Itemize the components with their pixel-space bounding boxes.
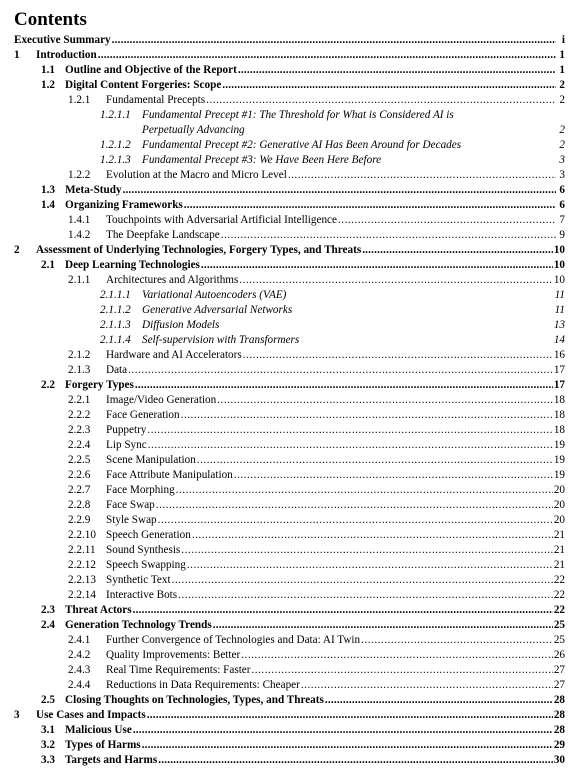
toc-entry-title: Generation Technology Trends bbox=[65, 619, 212, 631]
toc-entry[interactable] bbox=[41, 78, 565, 93]
toc-leader-dots bbox=[338, 213, 556, 228]
toc-entry-number: 2.1.1 bbox=[68, 274, 91, 286]
toc-entry-number: 3.2 bbox=[41, 739, 55, 751]
toc-entry-page: 20 bbox=[553, 484, 565, 496]
toc-entry-page: 27 bbox=[553, 664, 565, 676]
toc-entry[interactable] bbox=[41, 63, 565, 78]
toc-leader-dots bbox=[176, 483, 553, 498]
toc-entry[interactable] bbox=[41, 378, 565, 393]
toc-leader-dots bbox=[156, 498, 553, 513]
toc-leader-dots bbox=[197, 453, 553, 468]
toc-leader-dots bbox=[206, 93, 556, 108]
toc-entry-number: 2.1.2 bbox=[68, 349, 91, 361]
toc-entry[interactable] bbox=[100, 138, 565, 153]
toc-entry-title: Use Cases and Impacts bbox=[36, 709, 146, 721]
toc-entry-title: Reductions in Data Requirements: Cheaper bbox=[106, 679, 300, 691]
toc-entry-page: i bbox=[561, 34, 565, 46]
toc-entry[interactable] bbox=[68, 393, 565, 408]
toc-entry-title: Executive Summary bbox=[14, 34, 111, 46]
toc-entry-page: 14 bbox=[553, 334, 565, 346]
toc-entry-title: Real Time Requirements: Faster bbox=[106, 664, 251, 676]
toc-entry-page: 7 bbox=[559, 214, 565, 226]
toc-leader-dots bbox=[181, 543, 553, 558]
toc-entry-title: Face Morphing bbox=[106, 484, 175, 496]
toc-entry-page: 10 bbox=[553, 259, 565, 271]
toc-entry-page: 25 bbox=[553, 634, 565, 646]
toc-entry-page: 2 bbox=[559, 79, 565, 91]
toc-leader-dots bbox=[222, 78, 556, 93]
toc-entry-number: 2.2.14 bbox=[68, 589, 96, 601]
toc-entry-number: 2.4.1 bbox=[68, 634, 91, 646]
toc-entry[interactable] bbox=[68, 348, 565, 363]
toc-leader-dots bbox=[158, 753, 553, 768]
toc-leader-dots bbox=[252, 663, 553, 678]
toc-entry-number: 2.4.3 bbox=[68, 664, 91, 676]
toc-entry[interactable] bbox=[68, 468, 565, 483]
toc-entry[interactable] bbox=[68, 558, 565, 573]
toc-entry[interactable] bbox=[14, 48, 565, 63]
toc-entry-title: Introduction bbox=[36, 49, 97, 61]
toc-entry-page: 11 bbox=[554, 289, 565, 301]
toc-entry[interactable] bbox=[41, 693, 565, 708]
toc-entry-number: 2.2.9 bbox=[68, 514, 91, 526]
toc-entry-title: Face Generation bbox=[106, 409, 180, 421]
toc-entry-title: Forgery Types bbox=[65, 379, 134, 391]
toc-entry[interactable] bbox=[41, 603, 565, 618]
toc-leader-dots bbox=[172, 573, 553, 588]
toc-entry[interactable] bbox=[68, 588, 565, 603]
toc-leader-dots bbox=[135, 378, 553, 393]
toc-entry-page: 10 bbox=[553, 244, 565, 256]
toc-entry-title: Fundamental Precept #3: We Have Been Here Before bbox=[142, 154, 382, 166]
toc-entry-number: 1.2.1.1 bbox=[100, 109, 131, 121]
toc-entry-page: 2 bbox=[559, 94, 565, 106]
toc-entry-title: Fundamental Precept #2: Generative AI Has Been Around for Decades bbox=[142, 139, 462, 151]
toc-entry[interactable] bbox=[100, 108, 565, 123]
toc-entry-page: 26 bbox=[553, 649, 565, 661]
toc-leader-dots bbox=[213, 618, 553, 633]
toc-entry-page: 11 bbox=[554, 304, 565, 316]
toc-leader-dots bbox=[187, 558, 553, 573]
toc-leader-dots bbox=[301, 678, 553, 693]
toc-entry-number: 2.2.11 bbox=[68, 544, 96, 556]
toc-leader-dots bbox=[147, 423, 552, 438]
toc-entry[interactable] bbox=[100, 303, 565, 318]
toc-leader-dots bbox=[158, 513, 553, 528]
toc-leader-dots bbox=[123, 183, 556, 198]
toc-entry-continuation[interactable] bbox=[142, 123, 565, 138]
toc-entry-number: 2.1.3 bbox=[68, 364, 91, 376]
toc-entry-number: 2.2.1 bbox=[68, 394, 91, 406]
toc-entry-page: 18 bbox=[553, 424, 565, 436]
toc-entry[interactable] bbox=[68, 528, 565, 543]
toc-leader-dots bbox=[288, 168, 556, 183]
toc-entry-page: 21 bbox=[553, 559, 565, 571]
toc-entry[interactable] bbox=[68, 168, 565, 183]
toc-entry-number: 2.1 bbox=[41, 259, 55, 271]
toc-entry-number: 1.1 bbox=[41, 64, 55, 76]
toc-entry-title: Organizing Frameworks bbox=[65, 199, 183, 211]
toc-entry-page: 1 bbox=[559, 64, 565, 76]
toc-entry-page: 2 bbox=[559, 124, 565, 136]
toc-leader-dots bbox=[133, 603, 553, 618]
toc-entry-page: 27 bbox=[553, 679, 565, 691]
toc-leader-dots bbox=[221, 228, 556, 243]
toc-entry-number: 2.4 bbox=[41, 619, 55, 631]
toc-entry-title: Interactive Bots bbox=[106, 589, 178, 601]
toc-leader-dots bbox=[234, 468, 553, 483]
toc-leader-dots bbox=[192, 528, 553, 543]
toc-entry-title: Hardware and AI Accelerators bbox=[106, 349, 242, 361]
toc-entry-page: 20 bbox=[553, 514, 565, 526]
toc-entry[interactable] bbox=[14, 243, 565, 258]
toc-entry-page: 19 bbox=[553, 439, 565, 451]
toc-leader-dots bbox=[238, 63, 556, 78]
toc-entry-number: 3 bbox=[14, 709, 20, 721]
toc-entry-page: 6 bbox=[559, 199, 565, 211]
toc-leader-dots bbox=[128, 363, 553, 378]
toc-entry-number: 3.1 bbox=[41, 724, 55, 736]
toc-entry-number: 2.1.1.3 bbox=[100, 319, 131, 331]
toc-entry[interactable] bbox=[41, 183, 565, 198]
toc-entry-page: 18 bbox=[553, 394, 565, 406]
toc-entry-page: 1 bbox=[559, 49, 565, 61]
toc-entry-title: Scene Manipulation bbox=[106, 454, 196, 466]
toc-entry-number: 1.2.1.3 bbox=[100, 154, 131, 166]
toc-entry-page: 17 bbox=[553, 364, 565, 376]
toc-entry-title: Closing Thoughts on Technologies, Types, and Threats bbox=[65, 694, 324, 706]
toc-entry[interactable] bbox=[68, 633, 565, 648]
toc-entry-number: 1 bbox=[14, 49, 20, 61]
toc-entry-number: 2.2.2 bbox=[68, 409, 91, 421]
toc-entry-title: Types of Harms bbox=[65, 739, 141, 751]
toc-entry-number: 2.1.1.2 bbox=[100, 304, 131, 316]
toc-entry[interactable] bbox=[68, 213, 565, 228]
toc-entry[interactable] bbox=[68, 573, 565, 588]
toc-entry[interactable] bbox=[68, 678, 565, 693]
toc-entry[interactable] bbox=[68, 93, 565, 108]
toc-entry-number: 1.4.2 bbox=[68, 229, 91, 241]
toc-leader-dots bbox=[201, 258, 553, 273]
toc-entry-title: Meta-Study bbox=[65, 184, 122, 196]
toc-entry-title: Speech Generation bbox=[106, 529, 191, 541]
toc-entry-title: Generative Adversarial Networks bbox=[142, 304, 293, 316]
toc-entry-number: 2.4.4 bbox=[68, 679, 91, 691]
toc-entry[interactable] bbox=[68, 423, 565, 438]
toc-entry[interactable] bbox=[68, 273, 565, 288]
toc-entry-number: 2.2.7 bbox=[68, 484, 91, 496]
toc-leader-dots bbox=[217, 393, 553, 408]
toc-leader-dots bbox=[142, 738, 553, 753]
toc-entry-title: Assessment of Underlying Technologies, Forgery Types, and Threats bbox=[36, 244, 362, 256]
toc-entry-page: 21 bbox=[553, 529, 565, 541]
toc-entry[interactable] bbox=[41, 723, 565, 738]
toc-entry-page: 13 bbox=[553, 319, 565, 331]
toc-entry-number: 2.2.8 bbox=[68, 499, 91, 511]
toc-entry[interactable] bbox=[14, 33, 565, 48]
toc-entry-title: Targets and Harms bbox=[65, 754, 158, 766]
toc-entry-page: 19 bbox=[553, 469, 565, 481]
toc-entry-title: Evolution at the Macro and Micro Level bbox=[106, 169, 287, 181]
contents-heading: Contents bbox=[14, 9, 87, 30]
toc-entry-title: Fundamental Precepts bbox=[106, 94, 206, 106]
toc-entry-title: Image/Video Generation bbox=[106, 394, 217, 406]
toc-leader-dots bbox=[112, 33, 556, 48]
toc-entry-title: Diffusion Models bbox=[142, 319, 220, 331]
toc-entry[interactable] bbox=[68, 228, 565, 243]
toc-leader-dots bbox=[239, 273, 552, 288]
toc-entry-title: Sound Synthesis bbox=[106, 544, 181, 556]
toc-entry-page: 20 bbox=[553, 499, 565, 511]
toc-leader-dots bbox=[148, 438, 553, 453]
toc-entry-title: Fundamental Precept #1: The Threshold for What is Considered AI is bbox=[142, 109, 454, 121]
toc-entry-page: 3 bbox=[559, 169, 565, 181]
toc-entry-title: Malicious Use bbox=[65, 724, 132, 736]
toc-entry-page: 9 bbox=[559, 229, 565, 241]
toc-entry-title: Speech Swapping bbox=[106, 559, 186, 571]
toc-entry-page: 30 bbox=[553, 754, 565, 766]
toc-entry-number: 1.2 bbox=[41, 79, 55, 91]
toc-entry-number: 2.1.1.4 bbox=[100, 334, 131, 346]
toc-entry-number: 1.2.1 bbox=[68, 94, 91, 106]
toc-entry-title: The Deepfake Landscape bbox=[106, 229, 220, 241]
toc-entry[interactable] bbox=[100, 318, 565, 333]
toc-entry-number: 2.2.4 bbox=[68, 439, 91, 451]
toc-entry[interactable] bbox=[100, 153, 565, 168]
toc-entry-number: 2.1.1.1 bbox=[100, 289, 131, 301]
toc-entry[interactable] bbox=[41, 618, 565, 633]
toc-entry-title: Style Swap bbox=[106, 514, 157, 526]
toc-entry[interactable] bbox=[100, 288, 565, 303]
toc-entry-title: Face Swap bbox=[106, 499, 155, 511]
toc-entry-page: 29 bbox=[553, 739, 565, 751]
toc-entry-page: 22 bbox=[553, 574, 565, 586]
toc-entry-title: Architectures and Algorithms bbox=[106, 274, 239, 286]
toc-entry-number: 2.3 bbox=[41, 604, 55, 616]
toc-leader-dots bbox=[184, 198, 556, 213]
toc-entry-title: Quality Improvements: Better bbox=[106, 649, 241, 661]
toc-leader-dots bbox=[181, 408, 553, 423]
toc-entry[interactable] bbox=[100, 333, 565, 348]
toc-entry-page: 28 bbox=[553, 694, 565, 706]
toc-leader-dots bbox=[243, 348, 553, 363]
toc-entry[interactable] bbox=[68, 363, 565, 378]
toc-entry-title: Further Convergence of Technologies and Data: AI Twin bbox=[106, 634, 361, 646]
toc-leader-dots bbox=[147, 708, 553, 723]
toc-entry-page: 19 bbox=[553, 454, 565, 466]
toc-entry-title: Variational Autoencoders (VAE) bbox=[142, 289, 287, 301]
toc-entry-title: Lip Sync bbox=[106, 439, 147, 451]
toc-leader-dots bbox=[133, 723, 553, 738]
toc-entry[interactable] bbox=[68, 513, 565, 528]
toc-entry-page: 2 bbox=[559, 139, 565, 151]
toc-entry[interactable] bbox=[68, 438, 565, 453]
toc-entry-title: Deep Learning Technologies bbox=[65, 259, 200, 271]
toc-entry[interactable] bbox=[41, 198, 565, 213]
toc-entry-title: Data bbox=[106, 364, 128, 376]
toc-entry[interactable] bbox=[68, 498, 565, 513]
toc-entry[interactable] bbox=[68, 483, 565, 498]
toc-entry-title: Face Attribute Manipulation bbox=[106, 469, 233, 481]
toc-entry-page: 6 bbox=[559, 184, 565, 196]
toc-entry-title-continued: Perpetually Advancing bbox=[142, 124, 245, 136]
toc-entry-page: 17 bbox=[553, 379, 565, 391]
toc-entry-title: Threat Actors bbox=[65, 604, 132, 616]
toc-entry[interactable] bbox=[68, 453, 565, 468]
toc-entry[interactable] bbox=[41, 258, 565, 273]
toc-entry-number: 3.3 bbox=[41, 754, 55, 766]
toc-entry[interactable] bbox=[41, 753, 565, 768]
toc-entry-page: 10 bbox=[553, 274, 565, 286]
toc-entry-title: Digital Content Forgeries: Scope bbox=[65, 79, 222, 91]
toc-entry-number: 1.3 bbox=[41, 184, 55, 196]
toc-entry-number: 2 bbox=[14, 244, 20, 256]
toc-entry[interactable] bbox=[41, 738, 565, 753]
toc-entry-title: Self-supervision with Transformers bbox=[142, 334, 300, 346]
toc-entry-number: 2.2.12 bbox=[68, 559, 96, 571]
toc-entry-number: 2.2 bbox=[41, 379, 55, 391]
toc-entry-page: 22 bbox=[553, 589, 565, 601]
toc-entry-page: 28 bbox=[553, 724, 565, 736]
toc-entry-page: 25 bbox=[553, 619, 565, 631]
toc-entry-number: 2.5 bbox=[41, 694, 55, 706]
toc-entry-page: 18 bbox=[553, 409, 565, 421]
toc-entry-number: 1.4 bbox=[41, 199, 55, 211]
toc-entry-number: 1.4.1 bbox=[68, 214, 91, 226]
toc-entry[interactable] bbox=[68, 543, 565, 558]
toc-leader-dots bbox=[178, 588, 553, 603]
toc-entry-page: 22 bbox=[553, 604, 565, 616]
toc-entry-number: 1.2.2 bbox=[68, 169, 91, 181]
toc-leader-dots bbox=[325, 693, 553, 708]
toc-leader-dots bbox=[98, 48, 556, 63]
toc-entry-title: Touchpoints with Adversarial Artificial Intelligence bbox=[106, 214, 337, 226]
toc-entry-page: 16 bbox=[553, 349, 565, 361]
toc-entry-title: Outline and Objective of the Report bbox=[65, 64, 237, 76]
toc-leader-dots bbox=[362, 243, 553, 258]
toc-entry-page: 28 bbox=[553, 709, 565, 721]
toc-entry-title: Puppetry bbox=[106, 424, 147, 436]
toc-entry-number: 2.2.10 bbox=[68, 529, 96, 541]
toc-entry-page: 21 bbox=[553, 544, 565, 556]
toc-leader-dots bbox=[241, 648, 553, 663]
toc-entry-number: 2.2.13 bbox=[68, 574, 96, 586]
toc-entry-number: 1.2.1.2 bbox=[100, 139, 131, 151]
toc-entry-number: 2.2.3 bbox=[68, 424, 91, 436]
toc-entry-number: 2.2.6 bbox=[68, 469, 91, 481]
toc-entry-page: 3 bbox=[559, 154, 565, 166]
toc-entry[interactable] bbox=[68, 408, 565, 423]
toc-leader-dots bbox=[361, 633, 553, 648]
toc-entry-title: Synthetic Text bbox=[106, 574, 171, 586]
toc-entry-number: 2.2.5 bbox=[68, 454, 91, 466]
toc-entry[interactable] bbox=[68, 648, 565, 663]
toc-entry[interactable] bbox=[68, 663, 565, 678]
toc-entry-number: 2.4.2 bbox=[68, 649, 91, 661]
toc-entry[interactable] bbox=[14, 708, 565, 723]
